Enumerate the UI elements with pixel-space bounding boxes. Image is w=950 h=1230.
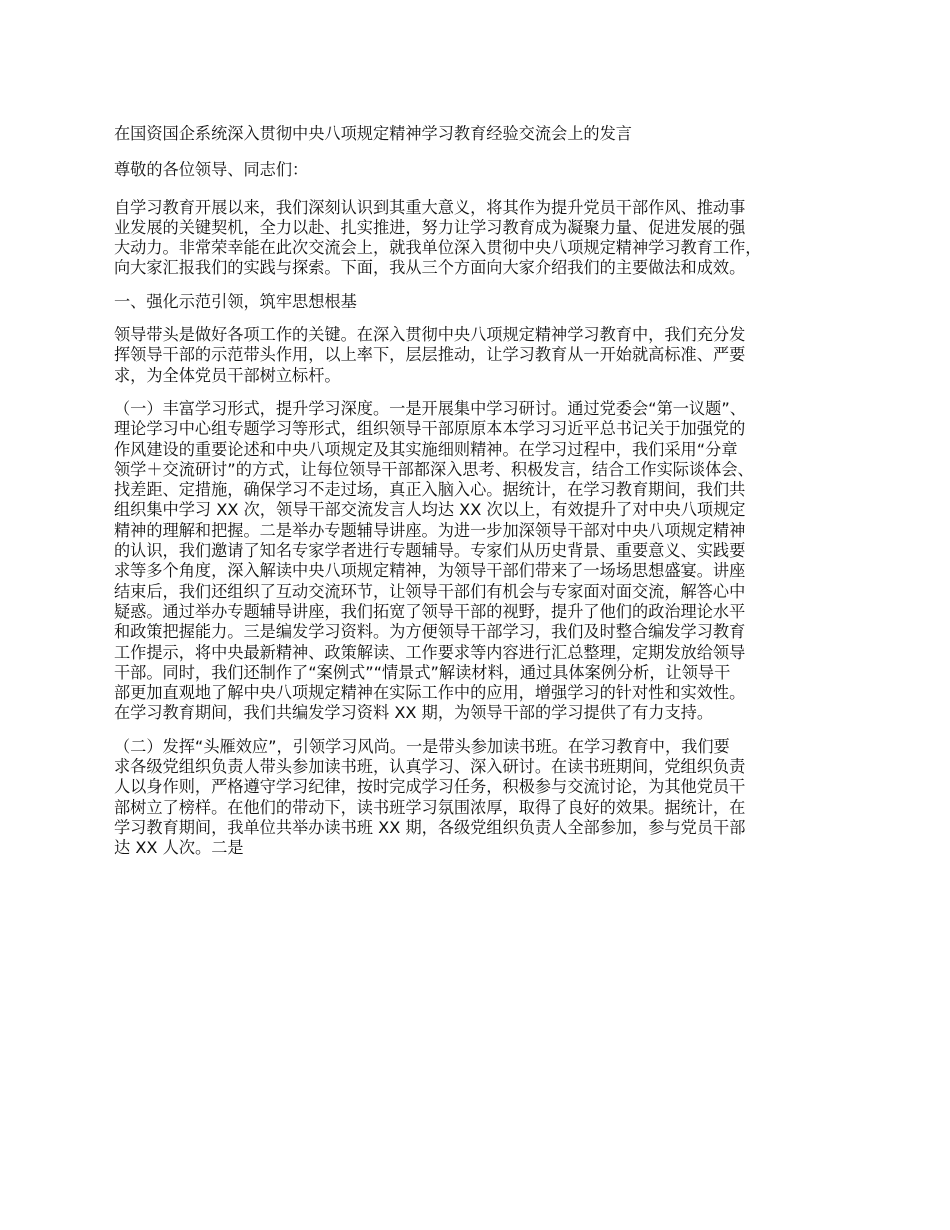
text-line: 求各级党组织负责人带头参加读书班，认真学习、深入研讨。在读书班期间，党组织负责 <box>114 757 746 777</box>
text-line: 自学习教育开展以来，我们深刻认识到其重大意义，将其作为提升党员干部作风、推动事 <box>114 197 746 217</box>
text-line: 在学习教育期间，我们共编发学习资料 XX 期，为领导干部的学习提供了有力支持。 <box>114 703 714 723</box>
subsection-one-paragraph <box>114 399 854 724</box>
text-line: 组织集中学习 XX 次，领导干部交流发言人均达 XX 次以上，有效提升了对中央八项规定 <box>114 500 746 520</box>
text-line: （二）发挥“头雁效应”，引领学习风尚。一是带头参加读书班。在学习教育中，我们要 <box>114 736 730 756</box>
text-line: （一）丰富学习形式，提升学习深度。一是开展集中学习研讨。通过党委会“第一议题”、 <box>114 398 746 418</box>
document-title-text: 在国资国企系统深入贯彻中央八项规定精神学习教育经验交流会上的发言 <box>114 124 632 143</box>
text-line: 部更加直观地了解中央八项规定精神在实际工作中的应用，增强学习的针对性和实效性。 <box>114 683 746 703</box>
text-line: 大动力。非常荣幸能在此次交流会上，就我单位深入贯彻中央八项规定精神学习教育工作， <box>114 238 762 258</box>
text-line: 干部。同时，我们还制作了“案例式”“情景式”解读材料，通过具体案例分析，让领导干 <box>114 662 731 682</box>
text-line: 求等多个角度，深入解读中央八项规定精神，为领导干部们带来了一场场思想盛宴。讲座 <box>114 561 746 581</box>
text-line: 挥领导干部的示范带头作用，以上率下，层层推动，让学习教育从一开始就高标准、严要 <box>114 345 746 365</box>
text-line: 结束后，我们还组织了互动交流环节，让领导干部们有机会与专家面对面交流，解答心中 <box>114 581 746 601</box>
text-line: 业发展的关键契机，全力以赴、扎实推进，努力让学习教育成为凝聚力量、促进发展的强 <box>114 217 746 237</box>
greeting <box>114 160 854 180</box>
text-line: 学习教育期间，我单位共举办读书班 XX 期，各级党组织负责人全部参加，参与党员干部 <box>114 817 746 837</box>
text-line: 理论学习中心组专题学习等形式，组织领导干部原原本本学习习近平总书记关于加强党的 <box>114 419 746 439</box>
text-line: 一、强化示范引领，筑牢思想根基 <box>114 291 357 311</box>
text-line: 领导带头是做好各项工作的关键。在深入贯彻中央八项规定精神学习教育中，我们充分发 <box>114 325 746 345</box>
text-line: 的认识，我们邀请了知名专家学者进行专题辅导。专家们从历史背景、重要意义、实践要 <box>114 541 746 561</box>
section-heading <box>114 292 854 312</box>
greeting-text: 尊敬的各位领导、同志们： <box>114 160 309 180</box>
text-line: 疑惑。通过举办专题辅导讲座，我们拓宽了领导干部的视野，提升了他们的政治理论水平 <box>114 601 746 621</box>
text-line: 精神的理解和把握。二是举办专题辅导讲座。为进一步加深领导干部对中央八项规定精神 <box>114 520 746 540</box>
text-line: 人以身作则，严格遵守学习纪律，按时完成学习任务，积极参与交流讨论，为其他党员干 <box>114 777 746 797</box>
text-line: 工作提示，将中央最新精神、政策解读、工作要求等内容进行汇总整理，定期发放给领导 <box>114 642 746 662</box>
intro-paragraph <box>114 198 854 279</box>
text-line: 作风建设的重要论述和中央八项规定及其实施细则精神。在学习过程中，我们采用“分章 <box>114 439 738 459</box>
text-line: 找差距、定措施，确保学习不走过场，真正入脑入心。据统计，在学习教育期间，我们共 <box>114 480 746 500</box>
text-line: 达 XX 人次。二是 <box>114 838 244 858</box>
text-line: 和政策把握能力。三是编发学习资料。为方便领导干部学习，我们及时整合编发学习教育 <box>114 622 746 642</box>
text-line: 领学＋交流研讨”的方式，让每位领导干部都深入思考、积极发言，结合工作实际谈体会、 <box>114 459 754 479</box>
text-line: 部树立了榜样。在他们的带动下，读书班学习氛围浓厚，取得了良好的效果。据统计，在 <box>114 797 746 817</box>
section-intro-paragraph <box>114 325 854 386</box>
text-line: 求，为全体党员干部树立标杆。 <box>114 365 341 385</box>
document-page <box>114 124 854 872</box>
subsection-two-paragraph <box>114 737 854 859</box>
document-title <box>114 124 854 144</box>
paragraph-list <box>114 198 854 859</box>
text-line: 向大家汇报我们的实践与探索。下面，我从三个方面向大家介绍我们的主要做法和成效。 <box>114 258 746 278</box>
